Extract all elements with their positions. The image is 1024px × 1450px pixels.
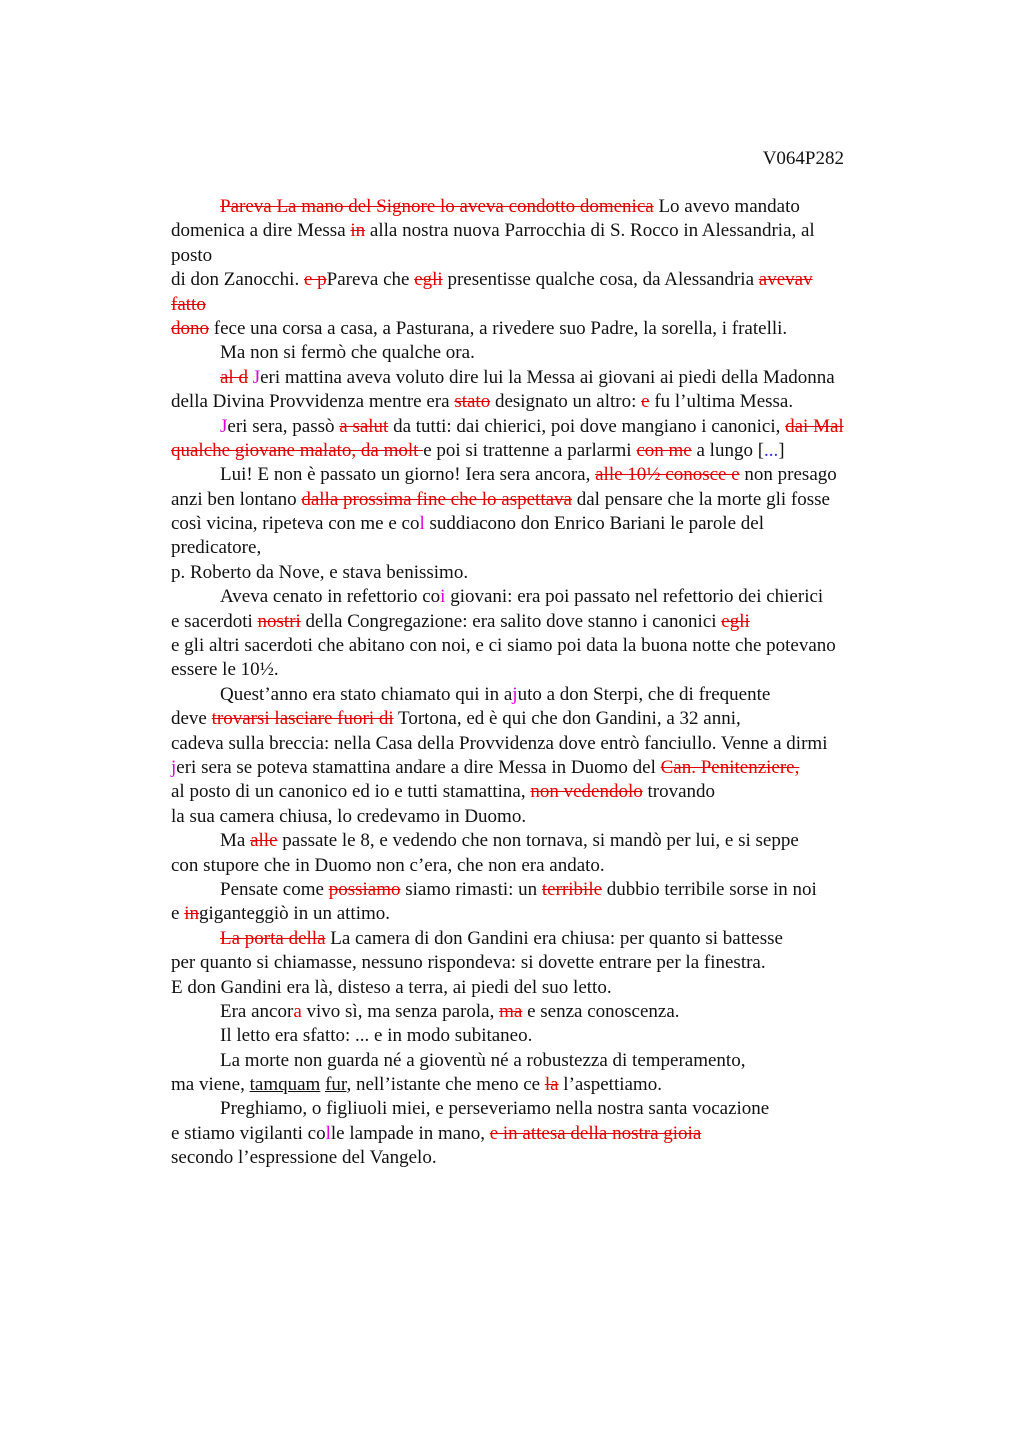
text-segment: Era ancor xyxy=(220,1000,294,1022)
text-segment: di don Zanocchi. xyxy=(171,269,304,291)
text-segment: e poi si trattenne a parlarmi xyxy=(423,439,637,461)
text-line xyxy=(171,390,911,414)
text-segment: e senza conoscenza. xyxy=(522,1000,680,1022)
text-line xyxy=(171,463,911,487)
text-segment: La camera di don Gandini era chiusa: per quanto si battesse xyxy=(325,927,783,949)
text-segment: Ma xyxy=(220,830,251,852)
text-segment: della Congregazione: era salito dove stanno i canonici xyxy=(300,610,722,632)
text-line xyxy=(171,1122,911,1146)
underlined-text: tamquam xyxy=(249,1074,321,1096)
deleted-text: e xyxy=(641,391,650,413)
text-segment: eri sera, passò xyxy=(227,415,340,437)
text-line xyxy=(171,1097,911,1121)
deleted-text: nostri xyxy=(257,610,301,632)
text-segment: la sua camera chiusa, lo credevamo in Duomo. xyxy=(171,805,527,827)
text-segment: trovando xyxy=(642,781,716,803)
text-segment: deve xyxy=(171,708,212,730)
inserted-text: a xyxy=(293,1000,302,1022)
text-segment: da tutti: dai chierici, poi dove mangiano i canonici, xyxy=(388,415,786,437)
deleted-text: ma xyxy=(499,1000,523,1022)
text-line xyxy=(171,1049,911,1073)
text-segment: ] xyxy=(778,439,785,461)
correction-letter: l xyxy=(325,1122,331,1144)
text-segment: le lampade in mano, xyxy=(330,1122,490,1144)
text-segment: e xyxy=(171,903,185,925)
text-segment: eri mattina aveva voluto dire lui la Messa ai giovani ai piedi della Madonna xyxy=(260,366,835,388)
correction-letter: J xyxy=(220,415,228,437)
text-line xyxy=(171,268,911,292)
text-line xyxy=(171,317,911,341)
deleted-text: alle xyxy=(250,830,278,852)
text-line xyxy=(171,244,911,268)
text-segment: e gli altri sacerdoti che abitano con noi, e ci siamo poi data la buona notte che potevano xyxy=(171,635,836,657)
deleted-text: e p xyxy=(303,269,327,291)
text-segment: passate le 8, e vedendo che non tornava, si mandò per lui, e si seppe xyxy=(277,830,799,852)
deleted-text: al d xyxy=(220,366,248,388)
text-segment: al posto di un canonico ed io e tutti stamattina, xyxy=(171,781,531,803)
text-line xyxy=(171,293,911,317)
deleted-text: non vedendolo xyxy=(530,781,643,803)
text-segment: Tortona, ed è qui che don Gandini, a 32 anni, xyxy=(393,708,741,730)
text-segment: della Divina Provvidenza mentre era xyxy=(171,391,455,413)
page-code: V064P282 xyxy=(762,148,844,169)
text-segment: fece una corsa a casa, a Pasturana, a rivedere suo Padre, la sorella, i fratelli. xyxy=(209,317,788,339)
text-line xyxy=(171,658,911,682)
text-line xyxy=(171,488,911,512)
deleted-text: terribile xyxy=(541,878,603,900)
correction-letter: J xyxy=(252,366,261,388)
deleted-text: la xyxy=(544,1074,559,1096)
text-line xyxy=(171,195,911,219)
text-segment: , nell’istante che meno ce xyxy=(346,1074,545,1096)
text-line xyxy=(171,561,911,585)
text-line xyxy=(171,219,911,243)
text-segment: dal pensare che la morte gli fosse xyxy=(571,488,830,510)
text-segment: siamo rimasti: un xyxy=(400,878,542,900)
deleted-text: e in attesa della nostra gioia xyxy=(489,1122,702,1144)
text-segment: Lui! E non è passato un giorno! Iera sera ancora, xyxy=(220,464,596,486)
text-line xyxy=(171,366,911,390)
deleted-text: trovarsi lasciare fuori di xyxy=(211,708,394,730)
text-line xyxy=(171,1146,911,1170)
text-segment: domenica a dire Messa xyxy=(171,220,351,242)
text-line xyxy=(171,1073,911,1097)
text-segment: suddiacono don Enrico Bariani le parole del xyxy=(424,513,765,535)
text-segment: alla nostra nuova Parrocchia di S. Rocco in Alessandria, al xyxy=(365,220,815,242)
text-segment: Ma non si fermò che qualche ora. xyxy=(220,342,475,364)
text-segment: essere le 10½. xyxy=(171,659,279,681)
text-line xyxy=(171,634,911,658)
text-segment: a lungo [ xyxy=(691,439,765,461)
deleted-text: dai Mal xyxy=(785,415,844,437)
text-segment: Il letto era sfatto: ... e in modo subitaneo. xyxy=(220,1025,533,1047)
text-segment: p. Roberto da Nove, e stava benissimo. xyxy=(171,561,469,583)
text-segment: Pareva che xyxy=(326,269,415,291)
text-segment: Preghiamo, o figliuoli miei, e perseveriamo nella nostra santa vocazione xyxy=(220,1098,770,1120)
text-segment: uto a don Sterpi, che di frequente xyxy=(517,683,771,705)
correction-letter: j xyxy=(171,756,177,778)
text-segment: ma viene, xyxy=(171,1074,250,1096)
correction-letter: i xyxy=(440,586,446,608)
text-segment: designato un altro: xyxy=(490,391,642,413)
text-segment: secondo l’espressione del Vangelo. xyxy=(171,1147,437,1169)
deleted-text: qualche giovane malato, da molt xyxy=(171,439,424,461)
underlined-text: fur xyxy=(325,1074,347,1096)
text-line xyxy=(171,536,911,560)
text-segment: così vicina, ripeteva con me e co xyxy=(171,513,420,535)
text-segment: Pensate come xyxy=(220,878,329,900)
text-line xyxy=(171,439,911,463)
text-segment: vivo sì, ma senza parola, xyxy=(301,1000,500,1022)
letter-body xyxy=(171,195,911,1171)
text-line xyxy=(171,756,911,780)
deleted-text: con me xyxy=(636,439,692,461)
deleted-text: dono xyxy=(171,317,209,339)
text-line xyxy=(171,512,911,536)
deleted-text: Pareva La mano del Signore lo aveva condotto domenica xyxy=(220,196,654,217)
deleted-text: egli xyxy=(721,610,750,632)
text-segment: giganteggiò in un attimo. xyxy=(198,903,390,925)
deleted-text: alle 10½ conosce e xyxy=(595,464,740,486)
deleted-text: in xyxy=(350,220,366,242)
correction-letter: l xyxy=(419,513,425,535)
text-segment: giovani: era poi passato nel refettorio dei chierici xyxy=(445,586,824,608)
text-line xyxy=(171,1000,911,1024)
text-segment: posto xyxy=(171,244,213,266)
text-segment: fu l’ultima Messa. xyxy=(649,391,794,413)
text-segment: presentisse qualche cosa, da Alessandria xyxy=(442,269,759,291)
text-line xyxy=(171,829,911,853)
deleted-text: avevav xyxy=(758,269,813,291)
text-line xyxy=(171,854,911,878)
deleted-text: in xyxy=(184,903,199,925)
text-line xyxy=(171,805,911,829)
text-segment: e sacerdoti xyxy=(171,610,258,632)
text-line xyxy=(171,683,911,707)
text-segment: Quest’anno era stato chiamato qui in a xyxy=(220,683,513,705)
deleted-text: stato xyxy=(454,391,491,413)
text-segment: Aveva cenato in refettorio co xyxy=(220,586,441,608)
deleted-text: dalla prossima fine che lo aspettava xyxy=(301,488,572,510)
text-line xyxy=(171,951,911,975)
text-line xyxy=(171,1024,911,1048)
text-segment: La morte non guarda né a gioventù né a robustezza di temperamento, xyxy=(220,1049,746,1071)
text-segment: Lo avevo mandato xyxy=(653,196,800,217)
text-segment: l’aspettiamo. xyxy=(558,1074,662,1096)
editorial-mark: ... xyxy=(764,439,779,461)
text-segment: anzi ben lontano xyxy=(171,488,302,510)
deleted-text: a salut xyxy=(339,415,389,437)
text-line xyxy=(171,878,911,902)
text-segment: E don Gandini era là, disteso a terra, ai piedi del suo letto. xyxy=(171,976,612,998)
text-line xyxy=(171,780,911,804)
deleted-text: egli xyxy=(414,269,443,291)
text-segment: e stiamo vigilanti co xyxy=(171,1122,326,1144)
text-line xyxy=(171,707,911,731)
deleted-text: possiamo xyxy=(328,878,401,900)
text-segment: cadeva sulla breccia: nella Casa della Provvidenza dove entrò fanciullo. Venne a dirmi xyxy=(171,732,828,754)
text-segment: non presago xyxy=(739,464,837,486)
deleted-text: fatto xyxy=(171,293,206,315)
text-line xyxy=(171,341,911,365)
text-segment: dubbio terribile sorse in noi xyxy=(602,878,817,900)
text-segment: eri sera se poteva stamattina andare a dire Messa in Duomo del xyxy=(176,756,661,778)
deleted-text: Can. Penitenziere, xyxy=(660,756,800,778)
text-line xyxy=(171,732,911,756)
text-segment: predicatore, xyxy=(171,537,262,559)
text-line xyxy=(171,415,911,439)
text-line xyxy=(171,610,911,634)
correction-letter: j xyxy=(512,683,518,705)
text-line xyxy=(171,927,911,951)
text-segment: con stupore che in Duomo non c’era, che non era andato. xyxy=(171,854,605,876)
text-line xyxy=(171,902,911,926)
text-segment: per quanto si chiamasse, nessuno rispondeva: si dovette entrare per la finestra. xyxy=(171,952,766,974)
text-line xyxy=(171,585,911,609)
deleted-text: La porta della xyxy=(220,927,326,949)
text-line xyxy=(171,976,911,1000)
